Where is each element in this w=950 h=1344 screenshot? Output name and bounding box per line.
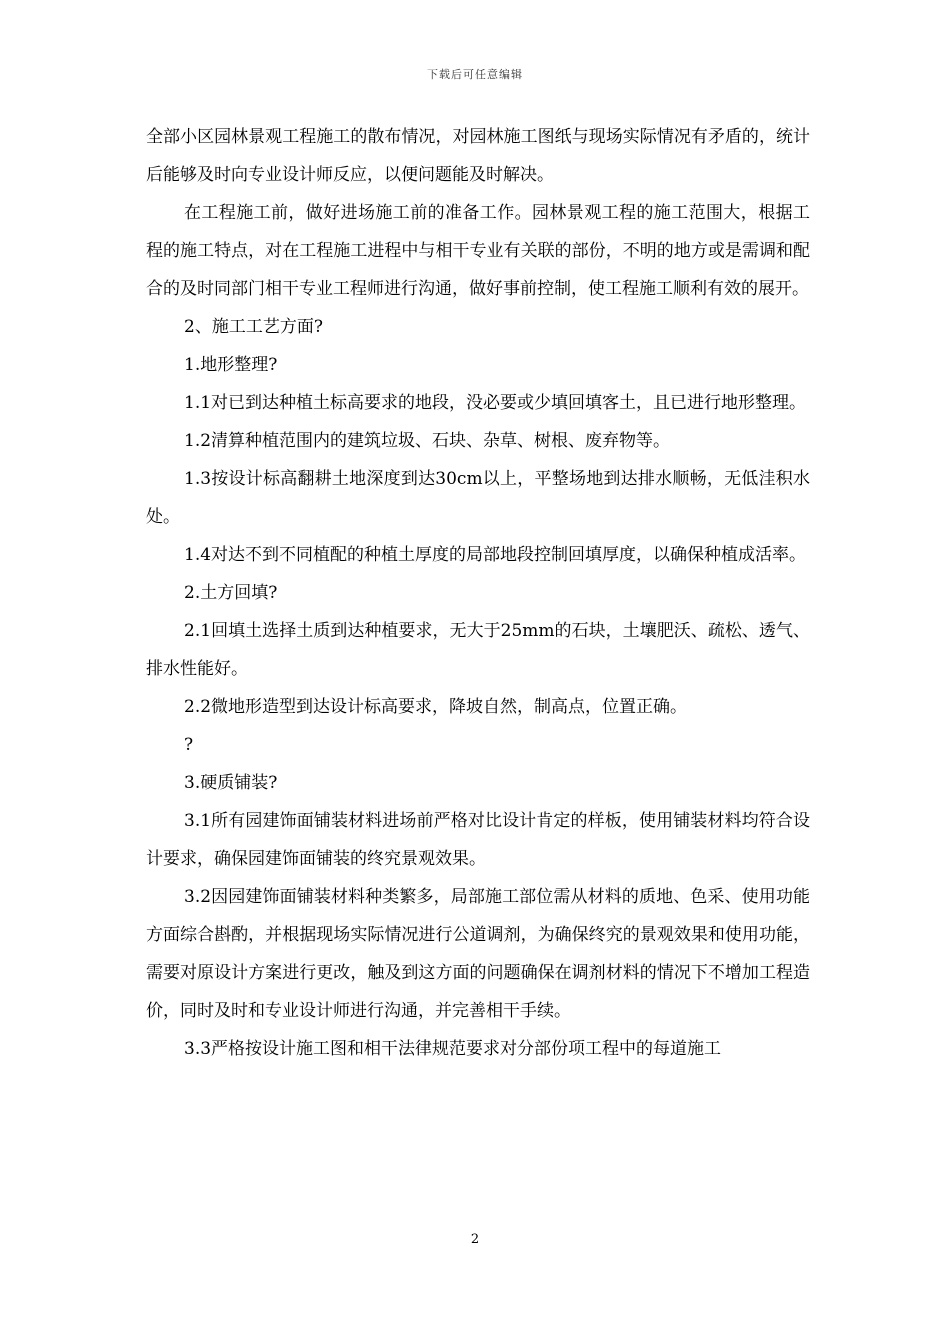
item-3-3: 3.3严格按设计施工图和相干法律规范要求对分部份项工程中的每道施工 bbox=[184, 1039, 722, 1059]
item-1-2: 1.2清算种植范围内的建筑垃圾、石块、杂草、树根、废弃物等。 bbox=[184, 431, 671, 451]
stray-question-mark: ? bbox=[184, 735, 194, 755]
paragraph-2: 在工程施工前，做好进场施工前的准备工作。园林景观工程的施工范围大，根据工程的施工特点，对在工程施工进程中与相干专业有关联的部份，不明的地方或是需调和配合的及时同部门相干专业工程师进行沟通，做好事前控制，使工程施工顺利有效的展开。 bbox=[146, 203, 810, 299]
item-1-1: 1.1对已到达种植土标高要求的地段，没必要或少填回填客土，且已进行地形整理。 bbox=[184, 393, 807, 413]
item-3-2: 3.2因园建饰面铺装材料种类繁多，局部施工部位需从材料的质地、色采、使用功能方面综合斟酌，并根据现场实际情况进行公道调剂，为确保终究的景观效果和使用功能，需要对原设计方案进行更改，触及到这方面的问题确保在调剂材料的情况下不增加工程造价，同时及时和专业设计师进行沟通，并完善相干手续。 bbox=[146, 887, 810, 1021]
subheading-terrain-grading: 1.地形整理? bbox=[184, 355, 278, 375]
page-header: 下载后可任意编辑 bbox=[427, 68, 523, 81]
page-number: 2 bbox=[470, 1232, 480, 1247]
item-3-1: 3.1所有园建饰面铺装材料进场前严格对比设计肯定的样板，使用铺装材料均符合设计要求，确保园建饰面铺装的终究景观效果。 bbox=[146, 811, 810, 869]
subheading-earth-backfill: 2.土方回填? bbox=[184, 583, 278, 603]
item-2-1: 2.1回填土选择土质到达种植要求，无大于25mm的石块，土壤肥沃、疏松、透气、排水性能好。 bbox=[146, 621, 810, 679]
item-1-4: 1.4对达不到不同植配的种植土厚度的局部地段控制回填厚度，以确保种植成活率。 bbox=[184, 545, 807, 565]
paragraph-1: 全部小区园林景观工程施工的散布情况，对园林施工图纸与现场实际情况有矛盾的，统计后能够及时向专业设计师反应，以便问题能及时解决。 bbox=[146, 127, 810, 185]
document-body bbox=[146, 118, 810, 1068]
item-2-2: 2.2微地形造型到达设计标高要求，降坡自然，制高点，位置正确。 bbox=[184, 697, 688, 717]
subheading-hard-paving: 3.硬质铺装? bbox=[184, 773, 278, 793]
section-heading-construction-process: 2、施工工艺方面? bbox=[184, 317, 323, 337]
item-1-3: 1.3按设计标高翻耕土地深度到达30cm以上，平整场地到达排水顺畅，无低洼积水处。 bbox=[146, 469, 810, 527]
